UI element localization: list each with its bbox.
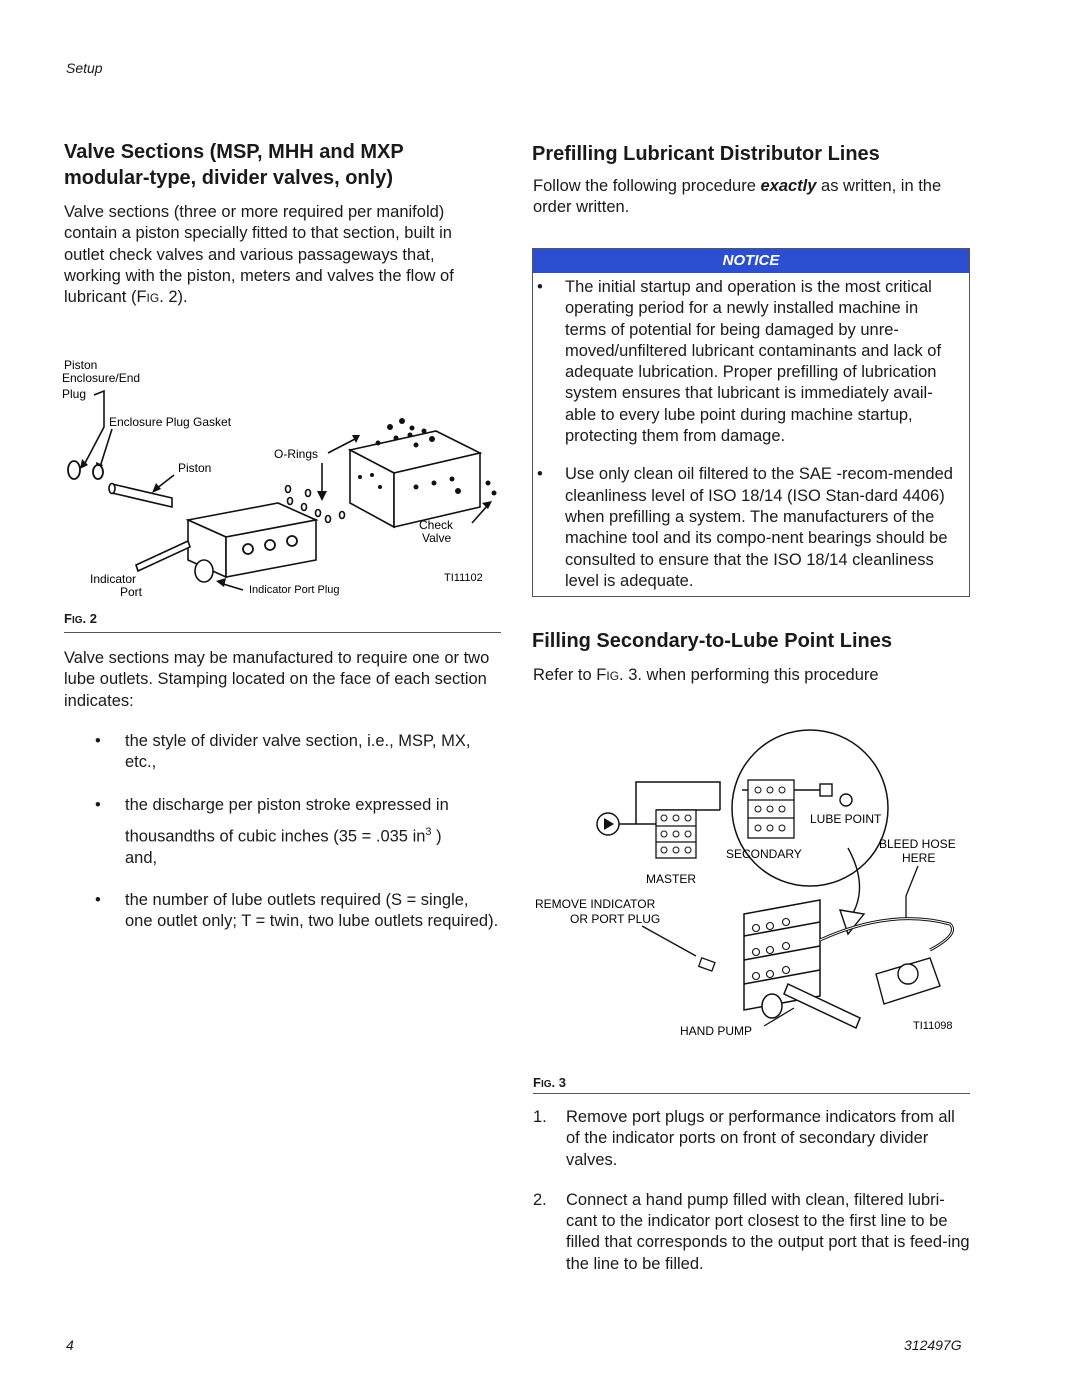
- callout-hand-pump: HAND PUMP: [680, 1024, 753, 1038]
- running-header: Setup: [66, 60, 103, 76]
- document-number: 312497G: [904, 1337, 962, 1353]
- fig2-rule: [64, 632, 501, 633]
- list-item: • the style of divider valve section, i.e., MSP, MX, etc.,: [95, 732, 471, 772]
- valve-sections-stamping-paragraph: Valve sections may be manufactured to require one or two lube outlets. Stamping located on the face of each section indicates:: [64, 649, 490, 710]
- callout-bleed-hose: BLEED HOSE: [879, 837, 956, 851]
- fig3-ti-number: TI11098: [913, 1020, 953, 1032]
- callout-secondary: SECONDARY: [726, 847, 802, 861]
- page-number: 4: [66, 1337, 74, 1353]
- svg-text:Port: Port: [120, 585, 143, 599]
- notice-box: [532, 248, 970, 597]
- valve-sections-intro: Valve sections (three or more required per manifold) contain a piston specially fitted to that section, built in outlet check valves and various passageways that, working with the piston, meters and valves the flow of lubricant (FIG. 2).: [64, 203, 454, 307]
- callout-check-valve: Check: [419, 518, 454, 532]
- procedure-steps: [533, 1107, 973, 1275]
- notice-title: NOTICE: [533, 249, 969, 273]
- svg-text:HERE: HERE: [902, 851, 936, 865]
- prefilling-heading: Prefilling Lubricant Distributor Lines: [532, 143, 880, 165]
- fig2-exploded-valve-diagram: [60, 355, 500, 605]
- callout-piston-end-plug: Piston: [64, 358, 98, 372]
- fig2-caption: FIG. 2: [64, 611, 97, 626]
- notice-item: • The initial startup and operation is the most critical operating period for a newly installed machine in terms of potential for being damaged by unre-moved/unfiltered lubricant contaminants and lack of adequate lubrication. Proper prefilling of lubrication system ensures that lubricant is immediately avail-able to every lube point during machine startup, protecting them from damage.: [537, 278, 942, 446]
- list-item: • the discharge per piston stroke expressed in: [95, 795, 449, 814]
- notice-item: • Use only clean oil filtered to the SAE -recom-mended cleanliness level of ISO 18/14 (ISO Stan-dard 4406) when prefilling a system. The manufacturers of the machine tool and its compo-nent bearings should be consulted to ensure that the ISO 18/14 cleanliness level is adequate.: [537, 465, 953, 590]
- fig3-hand-pump-diagram: [530, 728, 975, 1043]
- callout-remove-indicator: REMOVE INDICATOR: [535, 897, 656, 911]
- fig2-ti-number: TI11102: [444, 572, 483, 584]
- list-item: 2. Connect a hand pump filled with clean, filtered lubri-cant to the indicator port closest to the first line to be filled that corresponds to the output port that is feed-ing the line to be filled.: [533, 1190, 970, 1273]
- stamping-bullet-list: • the style of divider valve section, i.e., MSP, MX, etc., • the discharge per piston stroke expressed in thousandths of cubic inches (35 = .035 $in^3$ ) and, • the number of lube outlets required (S = single, one outlet only; T = twin, two lube outlets required).: [95, 731, 500, 933]
- list-item: • the number of lube outlets required (S = single, one outlet only; T = twin, two lube outlets required).: [95, 890, 499, 931]
- fig3-rule: [533, 1093, 970, 1094]
- callout-indicator-port-plug: Indicator Port Plug: [249, 584, 340, 596]
- svg-text:Enclosure/End: Enclosure/End: [62, 371, 141, 385]
- svg-text:Valve: Valve: [422, 531, 452, 545]
- callout-master: MASTER: [646, 872, 697, 886]
- prefilling-intro: Follow the following procedure exactly as written, in the order written.: [533, 177, 942, 217]
- fig3-caption: FIG. 3: [533, 1075, 566, 1090]
- callout-piston: Piston: [178, 461, 212, 475]
- callout-orings: O-Rings: [274, 447, 319, 461]
- fig3-reference: Refer to FIG. 3. when performing this procedure: [533, 666, 879, 684]
- svg-text:OR PORT PLUG: OR PORT PLUG: [570, 912, 661, 926]
- svg-text:Plug: Plug: [62, 387, 87, 401]
- callout-gasket: Enclosure Plug Gasket: [109, 415, 232, 429]
- valve-sections-heading: Valve Sections (MSP, MHH and MXP modular-type, divider valves, only): [64, 141, 404, 189]
- callout-indicator-port: Indicator: [90, 572, 137, 586]
- list-item: 1. Remove port plugs or performance indicators from all of the indicator ports on front of secondary divider valves.: [533, 1108, 955, 1169]
- filling-secondary-heading: Filling Secondary-to-Lube Point Lines: [532, 630, 893, 652]
- callout-lube-point: LUBE POINT: [810, 812, 882, 826]
